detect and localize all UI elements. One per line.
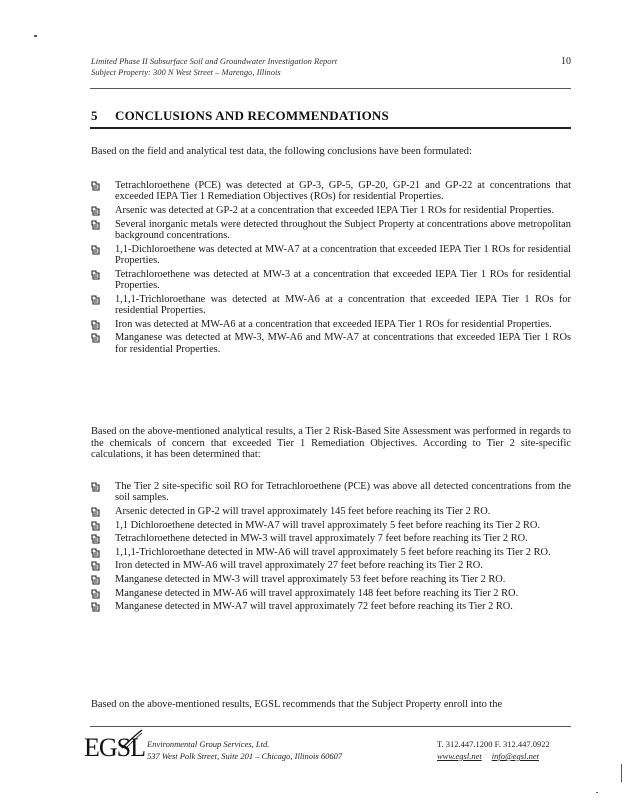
bullet-icon <box>91 561 101 571</box>
scan-speck <box>621 764 622 782</box>
footer-contact <box>437 738 550 762</box>
scan-speck <box>596 792 598 793</box>
list-item: Tetrachloroethene was detected at MW-3 at a concentration that exceeded IEPA Tier 1 ROs for residential Properties. <box>91 269 571 292</box>
bullet-icon <box>91 333 101 343</box>
bullet-icon <box>91 245 101 255</box>
bullet-icon <box>91 548 101 558</box>
bullet-icon <box>91 270 101 280</box>
intro-paragraph: Based on the field and analytical test data, the following conclusions have been formulated: <box>91 146 472 157</box>
bullet-icon <box>91 534 101 544</box>
list-item: Tetrachloroethene detected in MW-3 will travel approximately 7 feet before reaching its Tier 2 RO. <box>91 533 571 544</box>
running-header <box>91 56 571 78</box>
email-link[interactable]: info@egsl.net <box>491 751 539 761</box>
bullet-icon <box>91 220 101 230</box>
bullet-icon <box>91 589 101 599</box>
website-link[interactable]: www.egsl.net <box>437 751 482 761</box>
conclusions-list <box>91 180 571 357</box>
bullet-icon <box>91 206 101 216</box>
bullet-icon <box>91 181 101 191</box>
bullet-icon <box>91 521 101 531</box>
list-item: The Tier 2 site-specific soil RO for Tetrachloroethene (PCE) was above all detected concentrations from the soil samples. <box>91 481 571 504</box>
list-item: Several inorganic metals were detected throughout the Subject Property at concentrations above metropolitan background concentrations. <box>91 219 571 242</box>
logo-swoosh-icon <box>120 728 144 750</box>
report-title: Limited Phase II Subsurface Soil and Groundwater Investigation Report <box>91 56 338 66</box>
footer-company <box>147 738 342 762</box>
tier2-paragraph: Based on the above-mentioned analytical results, a Tier 2 Risk-Based Site Assessment was performed in regards to the chemicals of concern that exceeded Tier 1 Remediation Objectives. According to Tier 2 site-specific calculations, it has been determined that: <box>91 426 571 461</box>
footer-divider <box>90 726 571 727</box>
egsl-logo: EGSL <box>84 733 145 762</box>
recommendation-paragraph: Based on the above-mentioned results, EGSL recommends that the Subject Property enroll into the <box>91 699 503 710</box>
section-number: 5 <box>91 108 98 123</box>
list-item: Iron was detected at MW-A6 at a concentration that exceeded IEPA Tier 1 ROs for residential Properties. <box>91 319 571 330</box>
section-divider <box>90 127 571 129</box>
bullet-icon <box>91 575 101 585</box>
tier2-findings-list <box>91 481 571 615</box>
bullet-icon <box>91 602 101 612</box>
list-item: Manganese was detected at MW-3, MW-A6 and MW-A7 at concentrations that exceeded IEPA Tier 1 ROs for residential Properties. <box>91 332 571 355</box>
section-title: CONCLUSIONS AND RECOMMENDATIONS <box>115 108 389 123</box>
list-item: Tetrachloroethene (PCE) was detected at GP-3, GP-5, GP-20, GP-21 and GP-22 at concentrations that exceeded IEPA Tier 1 Remediation Objectives (ROs) for residential Properties. <box>91 180 571 203</box>
list-item: 1,1-Dichloroethene was detected at MW-A7 at a concentration that exceeded IEPA Tier 1 ROs for residential Properties. <box>91 244 571 267</box>
phone-fax: T. 312.447.1200 F. 312.447.0922 <box>437 739 550 749</box>
bullet-icon <box>91 320 101 330</box>
list-item: 1,1,1-Trichloroethane was detected at MW-A6 at a concentration that exceeded IEPA Tier 1 ROs for residential Properties. <box>91 294 571 317</box>
list-item: 1,1,1-Trichloroethane detected in MW-A6 will travel approximately 5 feet before reaching its Tier 2 RO. <box>91 547 571 558</box>
section-heading <box>91 108 571 124</box>
bullet-icon <box>91 507 101 517</box>
list-item: Manganese detected in MW-A7 will travel approximately 72 feet before reaching its Tier 2 RO. <box>91 601 571 612</box>
page-number: 10 <box>561 56 571 67</box>
scan-speck <box>34 35 37 37</box>
list-item: Manganese detected in MW-A6 will travel approximately 148 feet before reaching its Tier 2 RO. <box>91 588 571 599</box>
company-name: Environmental Group Services, Ltd. <box>147 739 270 749</box>
bullet-icon <box>91 295 101 305</box>
list-item: Manganese detected in MW-3 will travel approximately 53 feet before reaching its Tier 2 RO. <box>91 574 571 585</box>
bullet-icon <box>91 482 101 492</box>
header-divider <box>90 88 571 89</box>
subject-property: Subject Property: 300 N West Street – Marengo, Illinois <box>91 67 281 77</box>
list-item: Arsenic was detected at GP-2 at a concentration that exceeded IEPA Tier 1 ROs for residential Properties. <box>91 205 571 216</box>
list-item: 1,1 Dichloroethene detected in MW-A7 will travel approximately 5 feet before reaching its Tier 2 RO. <box>91 520 571 531</box>
list-item: Iron detected in MW-A6 will travel approximately 27 feet before reaching its Tier 2 RO. <box>91 560 571 571</box>
list-item: Arsenic detected in GP-2 will travel approximately 145 feet before reaching its Tier 2 RO. <box>91 506 571 517</box>
company-address: 537 West Polk Street, Suite 201 – Chicago, Illinois 60607 <box>147 751 343 761</box>
